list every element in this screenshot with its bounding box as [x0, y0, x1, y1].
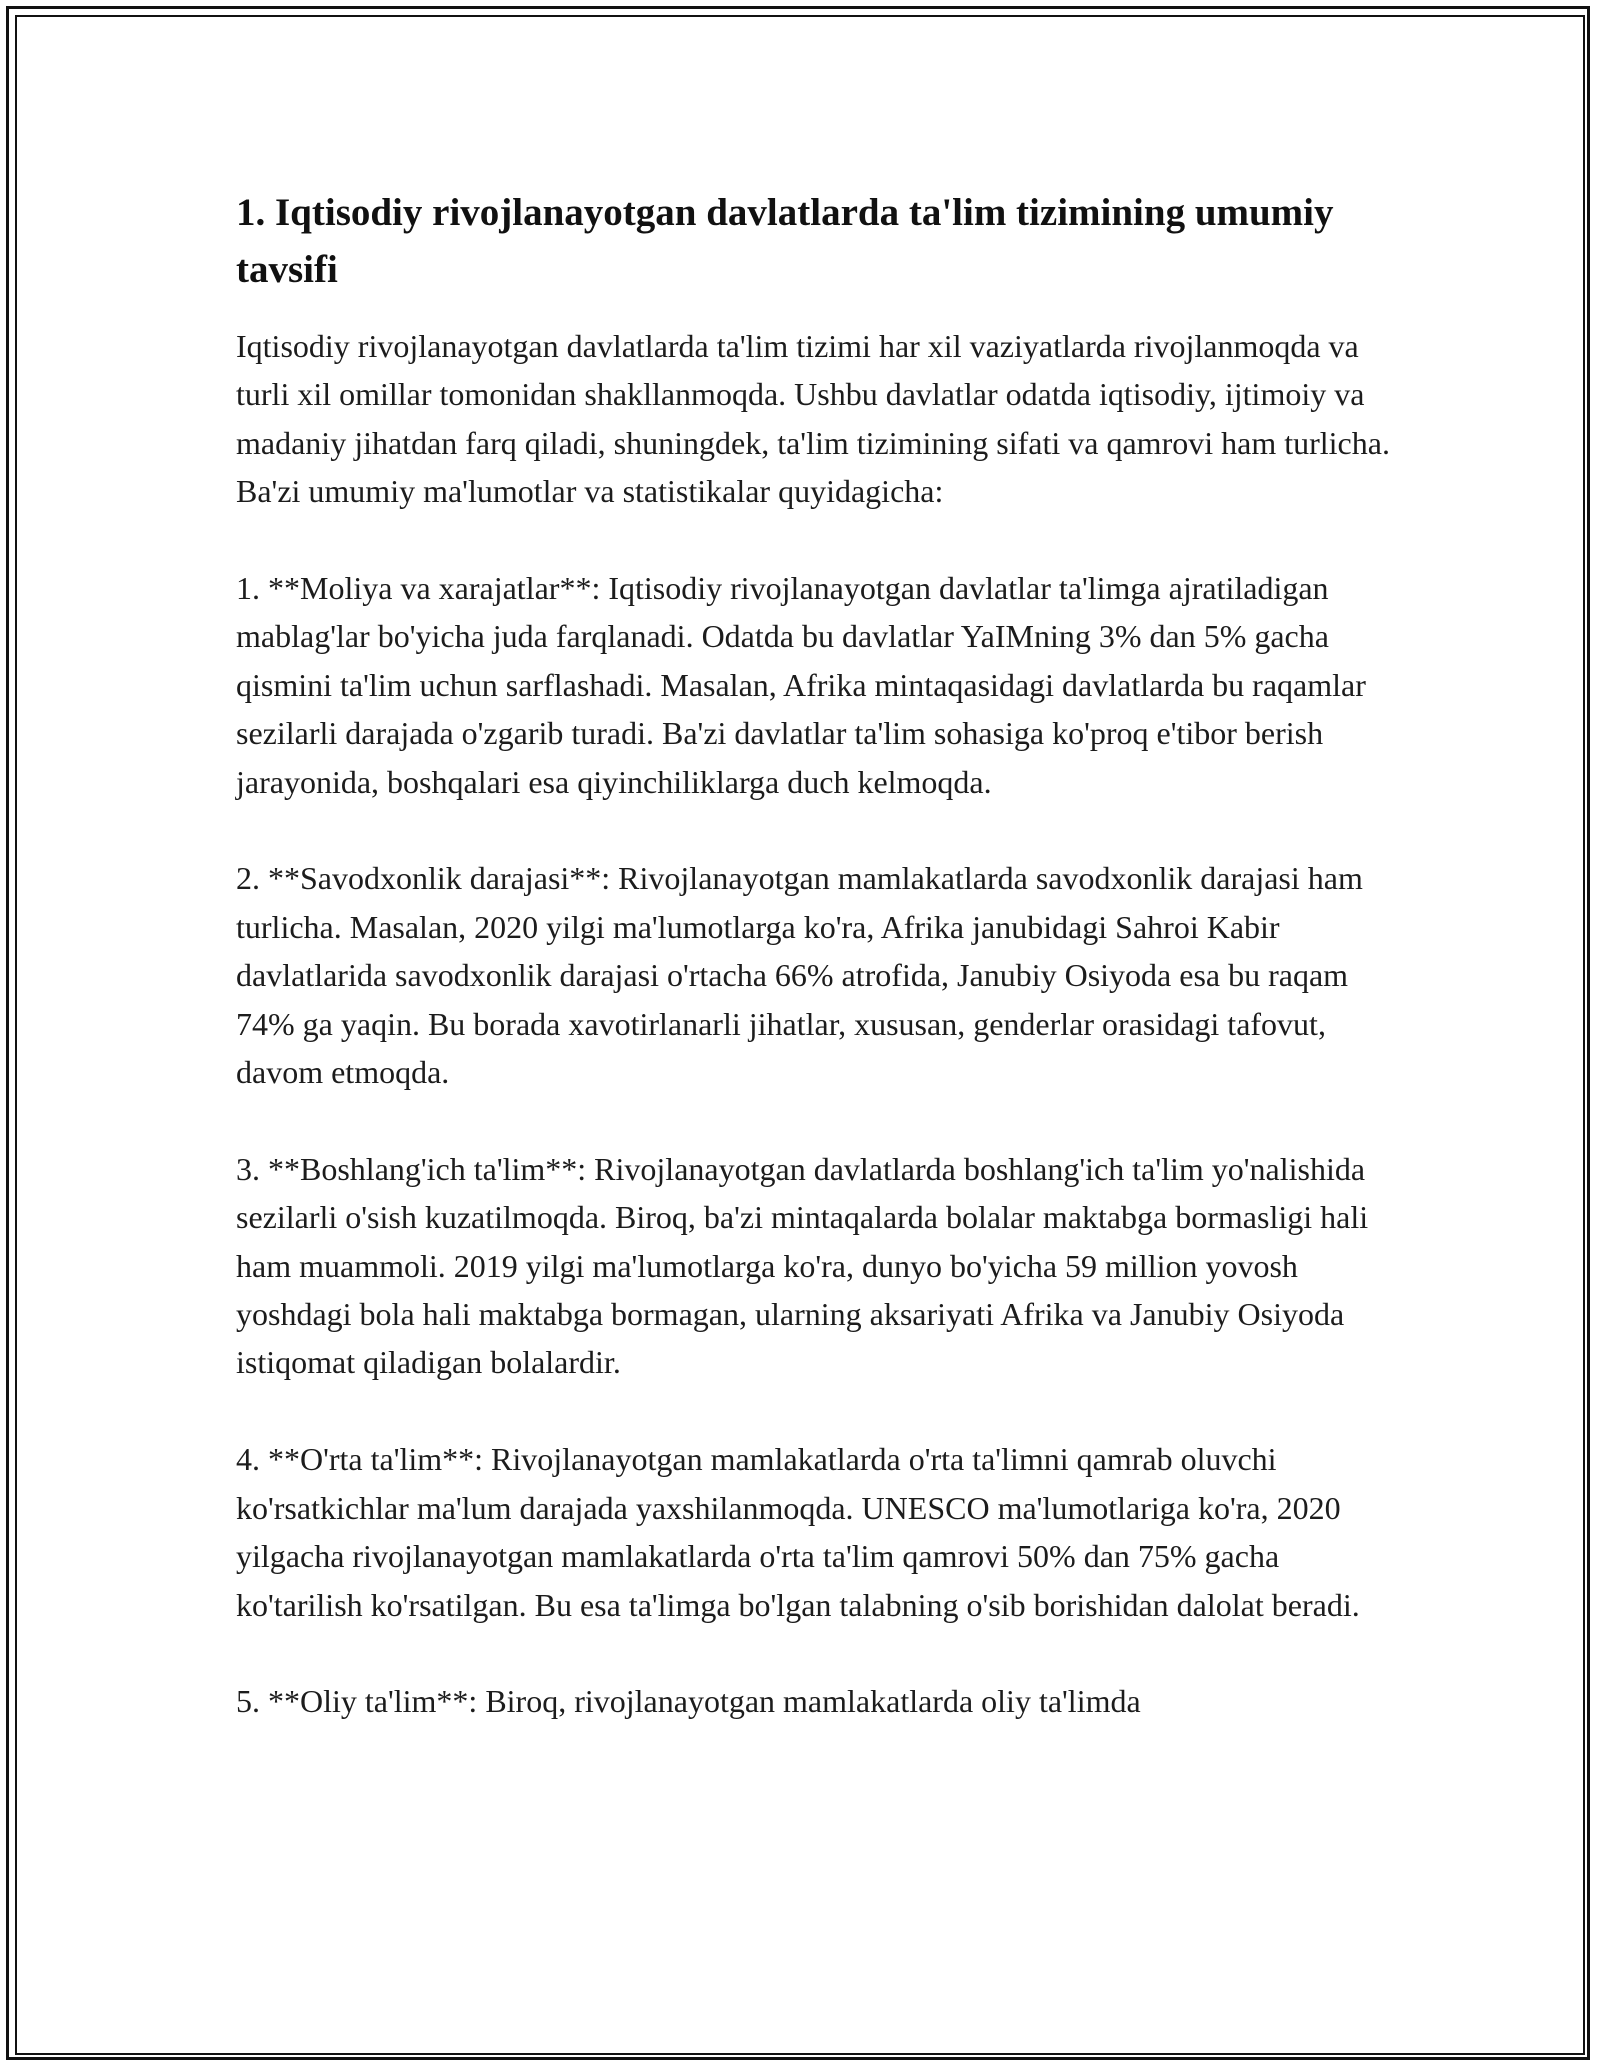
- list-item-finance: 1. **Moliya va xarajatlar**: Iqtisodiy rivojlanayotgan davlatlar ta'limga ajratiladigan mablag'lar bo'yicha juda farqlanadi. Odatda bu davlatlar YaIMning 3% dan 5% gacha qismini ta'lim uchun sarflashadi. Masalan, Afrika mintaqasidagi davlatlarda bu raqamlar sezilarli darajada o'zgarib turadi. Ba'zi davlatlar ta'lim sohasiga ko'proq e'tibor berish jarayonida, boshqalari esa qiyinchiliklarga duch kelmoqda.: [236, 570, 1366, 800]
- intro-paragraph: Iqtisodiy rivojlanayotgan davlatlarda ta'lim tizimi har xil vaziyatlarda rivojlanmoqda va turli xil omillar tomonidan shakllanmoqda. Ushbu davlatlar odatda iqtisodiy, ijtimoiy va madaniy jihatdan farq qiladi, shuningdek, ta'lim tizimining sifati va qamrovi ham turlicha. Ba'zi umumiy ma'lumotlar va statistikalar quyidagicha:: [236, 328, 1390, 510]
- document-body: [236, 184, 1396, 1726]
- list-item-primary-education: 3. **Boshlang'ich ta'lim**: Rivojlanayotgan davlatlarda boshlang'ich ta'lim yo'nalishida sezilarli o'sish kuzatilmoqda. Biroq, ba'zi mintaqalarda bolalar maktabga bormasligi hali ham muammoli. 2019 yilgi ma'lumotlarga ko'ra, dunyo bo'yicha 59 million yovosh yoshdagi bola hali maktabga bormagan, ularning aksariyati Afrika va Janubiy Osiyoda istiqomat qiladigan bolalardir.: [236, 1150, 1369, 1381]
- list-item-literacy: 2. **Savodxonlik darajasi**: Rivojlanayotgan mamlakatlarda savodxonlik darajasi ham turlicha. Masalan, 2020 yilgi ma'lumotlarga ko'ra, Afrika janubidagi Sahroi Kabir davlatlarida savodxonlik darajasi o'rtacha 66% atrofida, Janubiy Osiyoda esa bu raqam 74% ga yaqin. Bu borada xavotirlanarli jihatlar, xususan, genderlar orasidagi tafovut, davom etmoqda.: [236, 860, 1363, 1091]
- section-heading: 1. Iqtisodiy rivojlanayotgan davlatlarda ta'lim tizimining umumiy tavsifi: [236, 191, 1334, 291]
- list-item-higher-education: 5. **Oliy ta'lim**: Biroq, rivojlanayotgan mamlakatlarda oliy ta'limda: [236, 1683, 1141, 1720]
- list-item-secondary-education: 4. **O'rta ta'lim**: Rivojlanayotgan mamlakatlarda o'rta ta'limni qamrab oluvchi ko'rsatkichlar ma'lum darajada yaxshilanmoqda. UNESCO ma'lumotlariga ko'ra, 2020 yilgacha rivojlanayotgan mamlakatlarda o'rta ta'lim qamrovi 50% dan 75% gacha ko'tarilish ko'rsatilgan. Bu esa ta'limga bo'lgan talabning o'sib borishidan dalolat beradi.: [236, 1441, 1360, 1623]
